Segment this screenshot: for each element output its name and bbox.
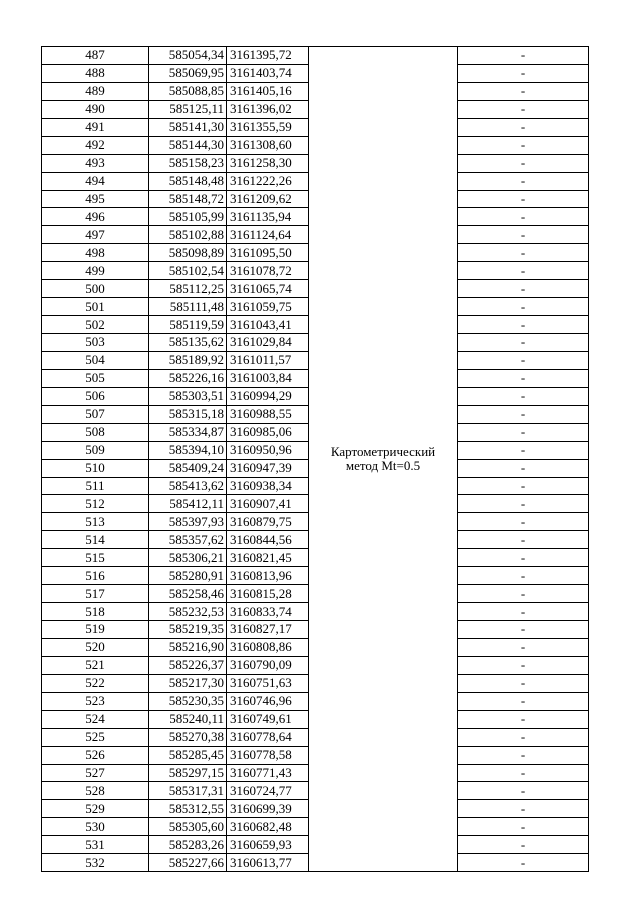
x-coordinate-cell: 585216,90 (149, 638, 227, 656)
point-number-cell: 491 (42, 118, 149, 136)
accuracy-cell: - (458, 208, 589, 226)
point-number-cell: 515 (42, 549, 149, 567)
x-coordinate-cell: 585119,59 (149, 316, 227, 334)
y-coordinate-cell: 3161403,74 (227, 64, 309, 82)
y-coordinate-cell: 3160827,17 (227, 621, 309, 639)
x-coordinate-cell: 585312,55 (149, 800, 227, 818)
point-number-cell: 493 (42, 154, 149, 172)
accuracy-cell: - (458, 118, 589, 136)
x-coordinate-cell: 585226,37 (149, 656, 227, 674)
accuracy-cell: - (458, 190, 589, 208)
accuracy-cell: - (458, 334, 589, 352)
x-coordinate-cell: 585258,46 (149, 585, 227, 603)
y-coordinate-cell: 3161405,16 (227, 82, 309, 100)
y-coordinate-cell: 3160844,56 (227, 531, 309, 549)
x-coordinate-cell: 585232,53 (149, 603, 227, 621)
point-number-cell: 502 (42, 316, 149, 334)
accuracy-cell: - (458, 854, 589, 872)
accuracy-cell: - (458, 351, 589, 369)
y-coordinate-cell: 3160815,28 (227, 585, 309, 603)
y-coordinate-cell: 3160985,06 (227, 423, 309, 441)
x-coordinate-cell: 585141,30 (149, 118, 227, 136)
point-number-cell: 489 (42, 82, 149, 100)
x-coordinate-cell: 585125,11 (149, 100, 227, 118)
x-coordinate-cell: 585280,91 (149, 567, 227, 585)
y-coordinate-cell: 3161043,41 (227, 316, 309, 334)
x-coordinate-cell: 585285,45 (149, 746, 227, 764)
point-number-cell: 492 (42, 136, 149, 154)
accuracy-cell: - (458, 710, 589, 728)
point-number-cell: 518 (42, 603, 149, 621)
point-number-cell: 521 (42, 656, 149, 674)
x-coordinate-cell: 585148,72 (149, 190, 227, 208)
accuracy-cell: - (458, 764, 589, 782)
x-coordinate-cell: 585102,54 (149, 262, 227, 280)
x-coordinate-cell: 585412,11 (149, 495, 227, 513)
point-number-cell: 525 (42, 728, 149, 746)
y-coordinate-cell: 3161078,72 (227, 262, 309, 280)
accuracy-cell: - (458, 728, 589, 746)
x-coordinate-cell: 585270,38 (149, 728, 227, 746)
x-coordinate-cell: 585219,35 (149, 621, 227, 639)
y-coordinate-cell: 3161003,84 (227, 369, 309, 387)
accuracy-cell: - (458, 495, 589, 513)
method-line-2: метод Mt=0.5 (345, 458, 421, 474)
accuracy-cell: - (458, 262, 589, 280)
point-number-cell: 509 (42, 441, 149, 459)
x-coordinate-cell: 585413,62 (149, 477, 227, 495)
y-coordinate-cell: 3160771,43 (227, 764, 309, 782)
point-number-cell: 524 (42, 710, 149, 728)
x-coordinate-cell: 585357,62 (149, 531, 227, 549)
y-coordinate-cell: 3160879,75 (227, 513, 309, 531)
accuracy-cell: - (458, 387, 589, 405)
y-coordinate-cell: 3160947,39 (227, 459, 309, 477)
accuracy-cell: - (458, 782, 589, 800)
y-coordinate-cell: 3161124,64 (227, 226, 309, 244)
point-number-cell: 499 (42, 262, 149, 280)
x-coordinate-cell: 585306,21 (149, 549, 227, 567)
x-coordinate-cell: 585158,23 (149, 154, 227, 172)
accuracy-cell: - (458, 531, 589, 549)
x-coordinate-cell: 585098,89 (149, 244, 227, 262)
accuracy-cell: - (458, 674, 589, 692)
x-coordinate-cell: 585102,88 (149, 226, 227, 244)
point-number-cell: 526 (42, 746, 149, 764)
table-row (42, 47, 589, 65)
y-coordinate-cell: 3160699,39 (227, 800, 309, 818)
accuracy-cell: - (458, 172, 589, 190)
x-coordinate-cell: 585227,66 (149, 854, 227, 872)
y-coordinate-cell: 3161308,60 (227, 136, 309, 154)
y-coordinate-cell: 3160950,96 (227, 441, 309, 459)
point-number-cell: 530 (42, 818, 149, 836)
point-number-cell: 488 (42, 64, 149, 82)
x-coordinate-cell: 585189,92 (149, 351, 227, 369)
y-coordinate-cell: 3161135,94 (227, 208, 309, 226)
y-coordinate-cell: 3161029,84 (227, 334, 309, 352)
method-cell (309, 47, 458, 872)
accuracy-cell: - (458, 64, 589, 82)
accuracy-cell: - (458, 603, 589, 621)
point-number-cell: 498 (42, 244, 149, 262)
point-number-cell: 513 (42, 513, 149, 531)
point-number-cell: 529 (42, 800, 149, 818)
point-number-cell: 495 (42, 190, 149, 208)
accuracy-cell: - (458, 746, 589, 764)
point-number-cell: 504 (42, 351, 149, 369)
accuracy-cell: - (458, 513, 589, 531)
point-number-cell: 514 (42, 531, 149, 549)
accuracy-cell: - (458, 82, 589, 100)
x-coordinate-cell: 585283,26 (149, 836, 227, 854)
x-coordinate-cell: 585217,30 (149, 674, 227, 692)
y-coordinate-cell: 3160751,63 (227, 674, 309, 692)
point-number-cell: 519 (42, 621, 149, 639)
y-coordinate-cell: 3160833,74 (227, 603, 309, 621)
accuracy-cell: - (458, 369, 589, 387)
x-coordinate-cell: 585397,93 (149, 513, 227, 531)
x-coordinate-cell: 585394,10 (149, 441, 227, 459)
accuracy-cell: - (458, 459, 589, 477)
point-number-cell: 516 (42, 567, 149, 585)
accuracy-cell: - (458, 136, 589, 154)
point-number-cell: 487 (42, 47, 149, 65)
point-number-cell: 517 (42, 585, 149, 603)
x-coordinate-cell: 585334,87 (149, 423, 227, 441)
y-coordinate-cell: 3161011,57 (227, 351, 309, 369)
accuracy-cell: - (458, 567, 589, 585)
y-coordinate-cell: 3160682,48 (227, 818, 309, 836)
point-number-cell: 508 (42, 423, 149, 441)
point-number-cell: 496 (42, 208, 149, 226)
point-number-cell: 507 (42, 405, 149, 423)
x-coordinate-cell: 585069,95 (149, 64, 227, 82)
accuracy-cell: - (458, 47, 589, 65)
point-number-cell: 527 (42, 764, 149, 782)
accuracy-cell: - (458, 818, 589, 836)
point-number-cell: 505 (42, 369, 149, 387)
accuracy-cell: - (458, 244, 589, 262)
y-coordinate-cell: 3160724,77 (227, 782, 309, 800)
x-coordinate-cell: 585230,35 (149, 692, 227, 710)
accuracy-cell: - (458, 298, 589, 316)
point-number-cell: 512 (42, 495, 149, 513)
accuracy-cell: - (458, 549, 589, 567)
point-number-cell: 531 (42, 836, 149, 854)
y-coordinate-cell: 3161355,59 (227, 118, 309, 136)
x-coordinate-cell: 585111,48 (149, 298, 227, 316)
accuracy-cell: - (458, 441, 589, 459)
x-coordinate-cell: 585409,24 (149, 459, 227, 477)
point-number-cell: 528 (42, 782, 149, 800)
point-number-cell: 503 (42, 334, 149, 352)
accuracy-cell: - (458, 836, 589, 854)
accuracy-cell: - (458, 405, 589, 423)
point-number-cell: 506 (42, 387, 149, 405)
x-coordinate-cell: 585297,15 (149, 764, 227, 782)
y-coordinate-cell: 3160613,77 (227, 854, 309, 872)
accuracy-cell: - (458, 656, 589, 674)
point-number-cell: 510 (42, 459, 149, 477)
y-coordinate-cell: 3161396,02 (227, 100, 309, 118)
accuracy-cell: - (458, 100, 589, 118)
point-number-cell: 501 (42, 298, 149, 316)
y-coordinate-cell: 3161065,74 (227, 280, 309, 298)
x-coordinate-cell: 585144,30 (149, 136, 227, 154)
accuracy-cell: - (458, 800, 589, 818)
accuracy-cell: - (458, 638, 589, 656)
x-coordinate-cell: 585303,51 (149, 387, 227, 405)
coordinates-table (41, 46, 589, 872)
y-coordinate-cell: 3161095,50 (227, 244, 309, 262)
y-coordinate-cell: 3160808,86 (227, 638, 309, 656)
y-coordinate-cell: 3160659,93 (227, 836, 309, 854)
x-coordinate-cell: 585112,25 (149, 280, 227, 298)
y-coordinate-cell: 3160988,55 (227, 405, 309, 423)
accuracy-cell: - (458, 692, 589, 710)
y-coordinate-cell: 3160778,58 (227, 746, 309, 764)
coordinates-table-body (42, 47, 589, 872)
accuracy-cell: - (458, 154, 589, 172)
x-coordinate-cell: 585305,60 (149, 818, 227, 836)
x-coordinate-cell: 585135,62 (149, 334, 227, 352)
point-number-cell: 497 (42, 226, 149, 244)
x-coordinate-cell: 585240,11 (149, 710, 227, 728)
y-coordinate-cell: 3160907,41 (227, 495, 309, 513)
point-number-cell: 490 (42, 100, 149, 118)
x-coordinate-cell: 585315,18 (149, 405, 227, 423)
y-coordinate-cell: 3160994,29 (227, 387, 309, 405)
y-coordinate-cell: 3161395,72 (227, 47, 309, 65)
x-coordinate-cell: 585226,16 (149, 369, 227, 387)
point-number-cell: 494 (42, 172, 149, 190)
y-coordinate-cell: 3161059,75 (227, 298, 309, 316)
accuracy-cell: - (458, 477, 589, 495)
accuracy-cell: - (458, 423, 589, 441)
accuracy-cell: - (458, 316, 589, 334)
point-number-cell: 511 (42, 477, 149, 495)
y-coordinate-cell: 3160746,96 (227, 692, 309, 710)
x-coordinate-cell: 585148,48 (149, 172, 227, 190)
point-number-cell: 532 (42, 854, 149, 872)
x-coordinate-cell: 585088,85 (149, 82, 227, 100)
y-coordinate-cell: 3160778,64 (227, 728, 309, 746)
x-coordinate-cell: 585105,99 (149, 208, 227, 226)
y-coordinate-cell: 3161209,62 (227, 190, 309, 208)
accuracy-cell: - (458, 280, 589, 298)
y-coordinate-cell: 3160790,09 (227, 656, 309, 674)
y-coordinate-cell: 3160749,61 (227, 710, 309, 728)
y-coordinate-cell: 3160938,34 (227, 477, 309, 495)
point-number-cell: 520 (42, 638, 149, 656)
point-number-cell: 522 (42, 674, 149, 692)
y-coordinate-cell: 3161258,30 (227, 154, 309, 172)
point-number-cell: 523 (42, 692, 149, 710)
y-coordinate-cell: 3160821,45 (227, 549, 309, 567)
accuracy-cell: - (458, 585, 589, 603)
accuracy-cell: - (458, 621, 589, 639)
x-coordinate-cell: 585317,31 (149, 782, 227, 800)
y-coordinate-cell: 3160813,96 (227, 567, 309, 585)
x-coordinate-cell: 585054,34 (149, 47, 227, 65)
point-number-cell: 500 (42, 280, 149, 298)
y-coordinate-cell: 3161222,26 (227, 172, 309, 190)
accuracy-cell: - (458, 226, 589, 244)
method-line-1: Картометрический (330, 444, 436, 460)
